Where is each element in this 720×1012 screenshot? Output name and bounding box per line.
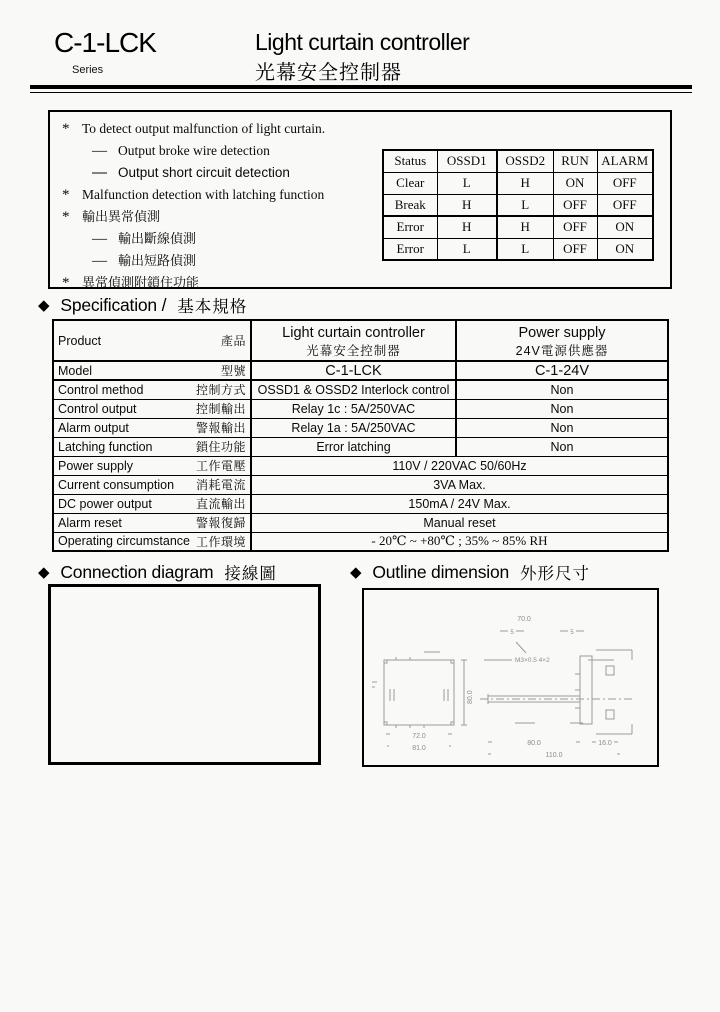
page-title-model: C-1-LCK	[54, 27, 156, 58]
features-box	[48, 110, 672, 289]
cell: Control output 控制輸出	[53, 399, 251, 418]
connection-diagram-box	[48, 584, 321, 765]
cell: Alarm output 警報輸出	[53, 418, 251, 437]
cell: Latching function 鎖住功能	[53, 437, 251, 456]
cell: Power supply 24V電源供應器	[456, 320, 668, 361]
dim-front-height: 80.0	[467, 690, 474, 704]
section-title: Specification /	[60, 294, 167, 315]
dim-side-depth-overall: 110.0	[545, 752, 563, 759]
cell: OFF	[553, 194, 597, 216]
cell: OFF	[553, 216, 597, 238]
cell: Operating circumstance 工作環境	[53, 532, 251, 551]
diamond-icon: ◆	[350, 563, 362, 581]
header-cell: OSSD2	[497, 150, 553, 172]
cell: 3VA Max.	[251, 475, 668, 494]
list-item: — Output short circuit detection	[62, 162, 325, 184]
diamond-icon: ◆	[38, 563, 50, 581]
list-item: — 輸出斷線偵測	[62, 228, 325, 250]
cell: Product 產品	[53, 320, 251, 361]
cell: C-1-24V	[456, 361, 668, 380]
dim-depth-small-2: 5	[570, 630, 574, 636]
cell: DC power output 直流輸出	[53, 494, 251, 513]
cell: 110V / 220VAC 50/60Hz	[251, 456, 668, 475]
section-heading-outline-dimension	[350, 560, 590, 584]
outline-dimension-box	[362, 588, 659, 767]
specification-table	[52, 319, 669, 552]
dash-bullet-icon: —	[92, 231, 105, 247]
header-cell: RUN	[553, 150, 597, 172]
cell: ON	[597, 216, 653, 238]
table-row	[53, 361, 668, 380]
table-row	[53, 456, 668, 475]
cell: Light curtain controller 光幕安全控制器	[251, 320, 456, 361]
dim-front-width-overall: 81.0	[412, 745, 426, 752]
cell: Control method 控制方式	[53, 380, 251, 399]
cell: L	[497, 194, 553, 216]
cell: Relay 1a : 5A/250VAC	[251, 418, 456, 437]
dash-bullet-icon: —	[92, 253, 105, 269]
table-header-row	[383, 150, 653, 172]
cell: Error latching	[251, 437, 456, 456]
cell: Current consumption 消耗電流	[53, 475, 251, 494]
table-row	[383, 194, 653, 216]
table-row	[53, 380, 668, 399]
page-title-zh: 光幕安全控制器	[255, 62, 402, 84]
cell: H	[437, 194, 497, 216]
cell: Clear	[383, 172, 437, 194]
table-row	[53, 494, 668, 513]
cell: OFF	[597, 194, 653, 216]
table-row	[53, 399, 668, 418]
dash-bullet-icon: —	[92, 143, 105, 159]
cell: C-1-LCK	[251, 361, 456, 380]
cell: H	[437, 216, 497, 238]
cell: Error	[383, 216, 437, 238]
cell: Alarm reset 警報復歸	[53, 513, 251, 532]
table-row	[383, 172, 653, 194]
section-title: Outline dimension	[372, 561, 510, 582]
cell: Non	[456, 380, 668, 399]
dash-bullet-icon: —	[92, 164, 105, 181]
cell: L	[437, 238, 497, 260]
dim-top-width: 70.0	[517, 616, 531, 623]
header-divider-rule	[30, 85, 692, 93]
cell: L	[497, 238, 553, 260]
cell: H	[497, 172, 553, 194]
list-item: * To detect output malfunction of light curtain.	[62, 118, 325, 140]
list-item: — 輸出短路偵測	[62, 250, 325, 272]
section-title-zh: 外形尺寸	[520, 565, 591, 583]
outline-dimension-drawing	[364, 590, 657, 765]
cell: OSSD1 & OSSD2 Interlock control	[251, 380, 456, 399]
table-row	[53, 513, 668, 532]
page-title-en: Light curtain controller	[255, 29, 470, 55]
cell: Non	[456, 418, 668, 437]
cell: Non	[456, 437, 668, 456]
dim-depth-small-1: 5	[510, 630, 514, 636]
asterisk-bullet-icon: *	[62, 187, 70, 203]
section-title-zh: 基本規格	[177, 298, 248, 316]
asterisk-bullet-icon: *	[62, 275, 70, 291]
table-row	[53, 532, 668, 551]
section-title-zh: 接線圖	[224, 565, 277, 583]
cell: OFF	[553, 238, 597, 260]
header-cell: Status	[383, 150, 437, 172]
list-item: * 輸出異常偵測	[62, 206, 325, 228]
table-row	[383, 238, 653, 260]
table-row	[53, 418, 668, 437]
asterisk-bullet-icon: *	[62, 121, 70, 137]
list-item: * Malfunction detection with latching function	[62, 184, 325, 206]
cell: H	[497, 216, 553, 238]
list-item: * 異常偵測附鎖住功能	[62, 272, 325, 294]
cell: 150mA / 24V Max.	[251, 494, 668, 513]
feature-list	[62, 118, 325, 294]
cell: - 20℃ ~ +80℃ ; 35% ~ 85% RH	[251, 532, 668, 551]
table-row	[53, 320, 668, 361]
header-cell: OSSD1	[437, 150, 497, 172]
status-table	[382, 149, 654, 261]
dim-front-width: 72.0	[412, 733, 426, 740]
cell: ON	[597, 238, 653, 260]
asterisk-bullet-icon: *	[62, 209, 70, 225]
section-title: Connection diagram	[60, 561, 214, 582]
cell: L	[437, 172, 497, 194]
cell: ON	[553, 172, 597, 194]
section-heading-specification	[38, 293, 247, 317]
cell: Error	[383, 238, 437, 260]
section-heading-connection-diagram	[38, 560, 277, 584]
cell: OFF	[597, 172, 653, 194]
series-label: Series	[72, 64, 104, 76]
table-row	[53, 475, 668, 494]
header-cell: ALARM	[597, 150, 653, 172]
cell: Relay 1c : 5A/250VAC	[251, 399, 456, 418]
tap-note: M3×0.5 4×2	[515, 657, 550, 664]
table-row	[53, 437, 668, 456]
table-row	[383, 216, 653, 238]
diamond-icon: ◆	[38, 296, 50, 314]
cell: Model 型號	[53, 361, 251, 380]
dim-clip-width: 16.0	[598, 740, 612, 747]
list-item: — Output broke wire detection	[62, 140, 325, 162]
cell: Non	[456, 399, 668, 418]
cell: Manual reset	[251, 513, 668, 532]
cell: Power supply 工作電壓	[53, 456, 251, 475]
dim-side-depth: 80.0	[527, 740, 541, 747]
cell: Break	[383, 194, 437, 216]
